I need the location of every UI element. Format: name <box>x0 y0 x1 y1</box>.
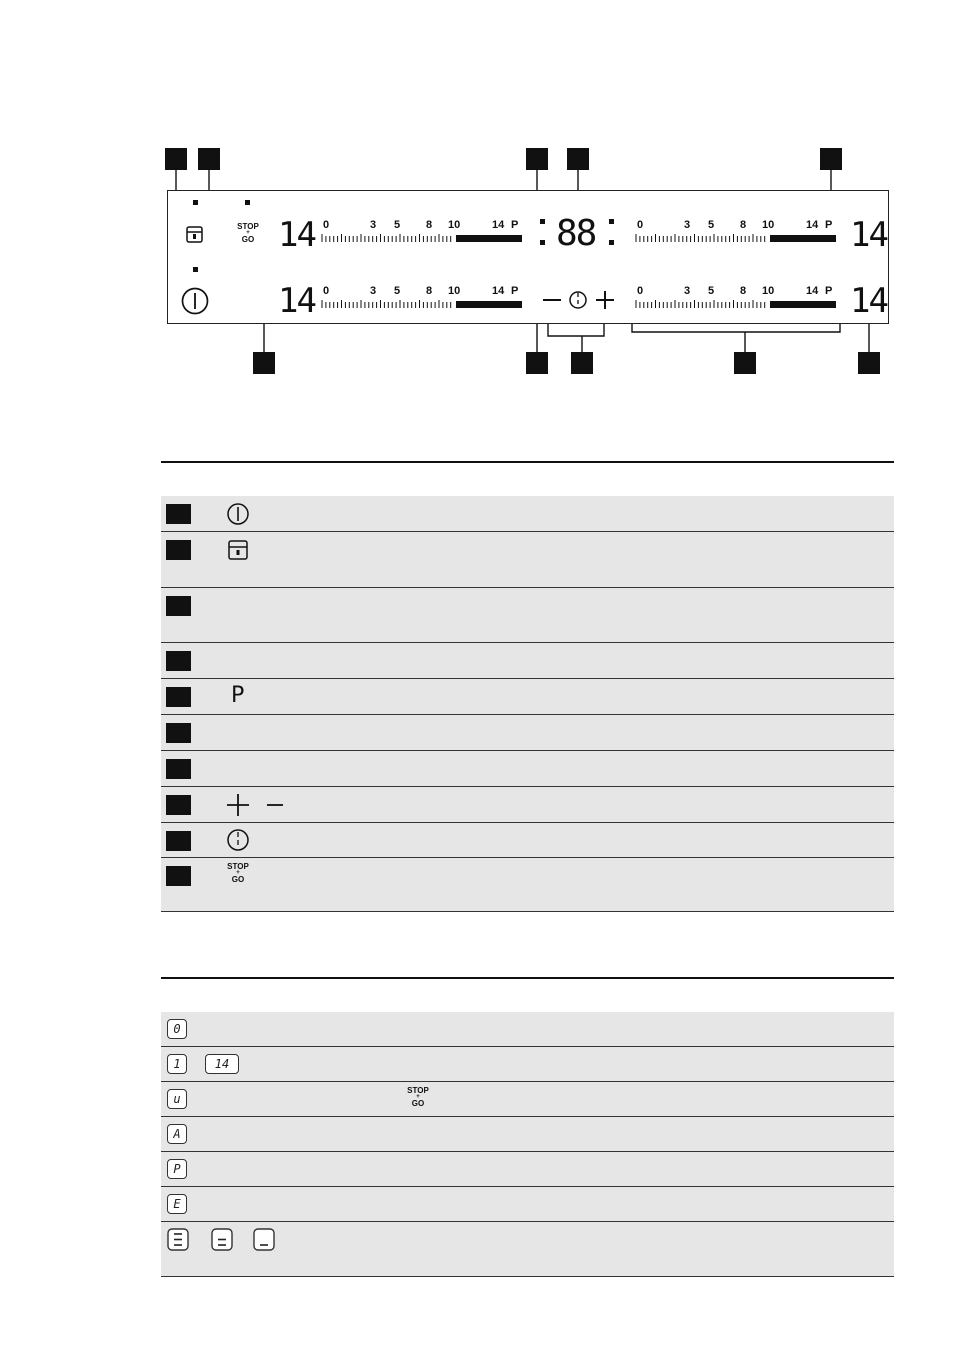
indicator-light <box>245 200 250 205</box>
stop-go-label: + <box>416 1094 420 1100</box>
zone-display: 14 <box>850 281 887 321</box>
table-row <box>161 588 894 643</box>
colon-dot <box>609 219 614 224</box>
table-row <box>161 1152 894 1187</box>
table-row <box>161 751 894 787</box>
lock-icon[interactable] <box>186 226 203 243</box>
stop-go-label: GO <box>231 875 245 884</box>
scale-label: 0 <box>637 285 644 297</box>
stop-go-button[interactable] <box>235 223 261 244</box>
row-number-marker <box>166 759 191 779</box>
minus-button[interactable] <box>541 289 563 311</box>
stop-go-label: + <box>246 230 250 236</box>
table-row <box>161 823 894 858</box>
display-tile: 14 <box>205 1054 239 1074</box>
residual-heat-icons <box>167 1228 279 1252</box>
row-number-marker <box>166 540 191 560</box>
power-icon[interactable] <box>180 286 210 316</box>
display-tile: 0 <box>167 1019 187 1039</box>
timer-display: 88 <box>556 213 596 254</box>
table-row <box>161 1047 894 1082</box>
power-scale[interactable] <box>320 285 524 309</box>
zone-display: 14 <box>278 215 315 255</box>
table-row <box>161 1117 894 1152</box>
scale-label: 8 <box>426 285 433 297</box>
power-level-bar <box>770 235 836 242</box>
table-row <box>161 715 894 751</box>
lock-icon <box>228 540 248 560</box>
scale-label: 10 <box>762 285 775 297</box>
power-level-bar <box>456 235 522 242</box>
stop-go-label: STOP <box>237 222 259 231</box>
scale-label: 10 <box>762 219 775 231</box>
scale-label: 14 <box>492 285 505 297</box>
stop-go-icon <box>405 1087 431 1108</box>
table-row <box>161 1222 894 1277</box>
table-header <box>161 461 894 497</box>
table-row <box>161 1012 894 1047</box>
table-header <box>161 977 894 1013</box>
scale-label: 8 <box>426 219 433 231</box>
power-level-bar <box>456 301 522 308</box>
scale-label: 10 <box>448 285 461 297</box>
scale-label: 0 <box>323 219 330 231</box>
scale-label: 5 <box>394 219 401 231</box>
power-level-bar <box>770 301 836 308</box>
scale-label: 3 <box>370 219 377 231</box>
power-scale[interactable] <box>320 219 524 243</box>
scale-label: 3 <box>684 219 691 231</box>
stop-go-label: STOP <box>227 862 249 871</box>
table-row <box>161 1187 894 1222</box>
colon-dot <box>609 240 614 245</box>
table-row <box>161 1082 894 1117</box>
scale-label: 14 <box>492 219 505 231</box>
stop-go-label: STOP <box>407 1086 429 1095</box>
timer-icon[interactable] <box>568 289 590 311</box>
power-boost-icon: P <box>231 683 245 708</box>
stop-go-icon <box>225 863 251 884</box>
stop-go-label: GO <box>411 1099 425 1108</box>
zone-display: 14 <box>850 215 887 255</box>
table-row <box>161 532 894 588</box>
display-table <box>161 977 894 1278</box>
row-number-marker <box>166 723 191 743</box>
scale-label: P <box>511 285 519 297</box>
timer-icon <box>226 828 250 852</box>
scale-label: 14 <box>806 285 819 297</box>
zone-display: 14 <box>278 281 315 321</box>
display-tile: 1 <box>167 1054 187 1074</box>
scale-label: 0 <box>323 285 330 297</box>
scale-label: 0 <box>637 219 644 231</box>
power-icon <box>226 502 250 526</box>
row-number-marker <box>166 795 191 815</box>
indicator-light <box>193 267 198 272</box>
stop-go-label: + <box>236 870 240 876</box>
scale-label: 8 <box>740 219 747 231</box>
scale-label: 3 <box>370 285 377 297</box>
scale-label: 3 <box>684 285 691 297</box>
scale-label: 8 <box>740 285 747 297</box>
power-scale[interactable] <box>634 219 838 243</box>
display-tile: u <box>167 1089 187 1109</box>
colon-dot <box>540 219 545 224</box>
scale-label: 5 <box>708 285 715 297</box>
colon-dot <box>540 240 545 245</box>
stop-go-label: GO <box>241 235 255 244</box>
scale-label: P <box>511 219 519 231</box>
display-tile: A <box>167 1124 187 1144</box>
scale-label: 10 <box>448 219 461 231</box>
display-tile: P <box>167 1159 187 1179</box>
indicator-light <box>193 200 198 205</box>
row-number-marker <box>166 504 191 524</box>
row-number-marker <box>166 687 191 707</box>
table-row <box>161 679 894 715</box>
control-panel-table <box>161 461 894 912</box>
plus-minus-icon <box>225 793 287 817</box>
table-row <box>161 787 894 823</box>
display-tile: E <box>167 1194 187 1214</box>
table-row <box>161 496 894 532</box>
scale-label: 14 <box>806 219 819 231</box>
row-number-marker <box>166 596 191 616</box>
scale-label: P <box>825 219 833 231</box>
row-number-marker <box>166 866 191 886</box>
scale-label: 5 <box>708 219 715 231</box>
table-row <box>161 858 894 912</box>
plus-button[interactable] <box>595 289 617 311</box>
table-row <box>161 643 894 679</box>
scale-label: P <box>825 285 833 297</box>
power-scale[interactable] <box>634 285 838 309</box>
row-number-marker <box>166 831 191 851</box>
row-number-marker <box>166 651 191 671</box>
scale-label: 5 <box>394 285 401 297</box>
